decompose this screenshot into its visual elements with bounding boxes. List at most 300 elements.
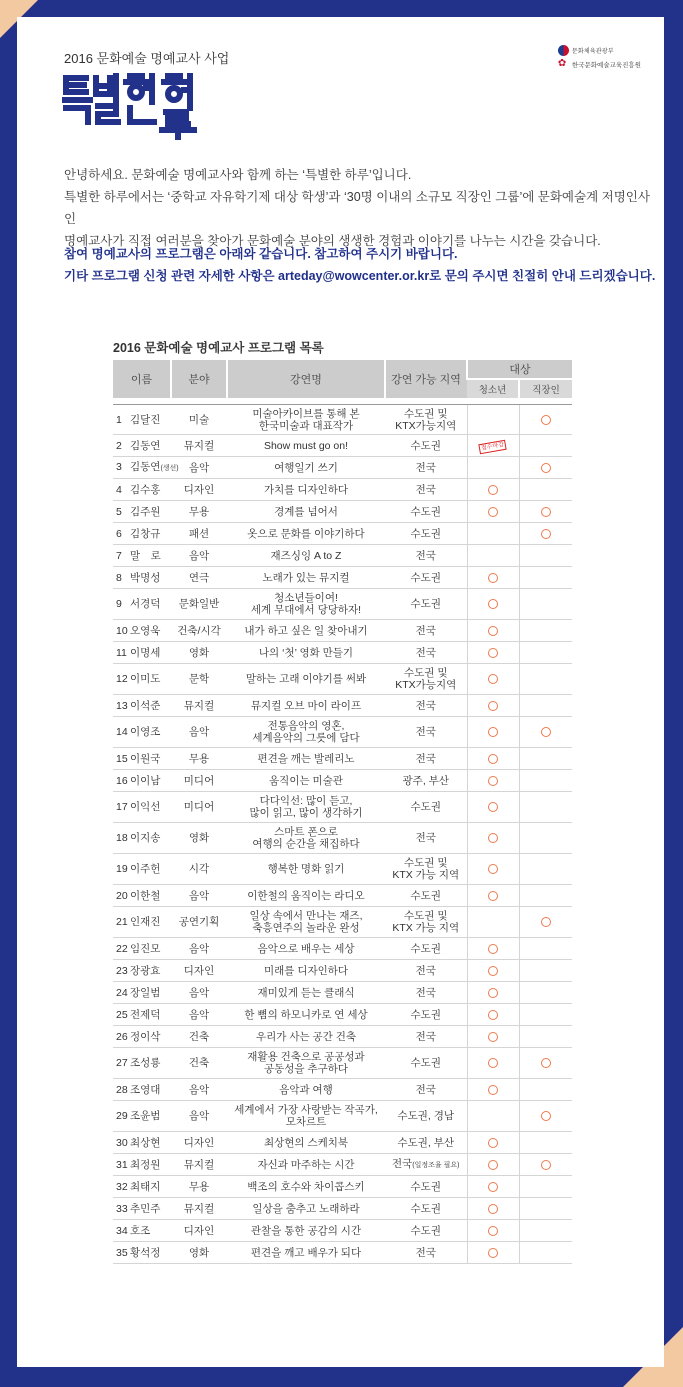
cell-youth [467, 1242, 519, 1264]
table-row [113, 938, 572, 960]
available-mark-icon [488, 626, 498, 636]
cell-name [113, 823, 171, 854]
teacher-name: 김달진 [130, 413, 161, 426]
cell-name [113, 567, 171, 589]
available-mark-icon [488, 599, 498, 609]
region-line [385, 1158, 467, 1172]
header-target: 대상 [467, 360, 572, 379]
cell-youth [467, 620, 519, 642]
lecture-line: 전통음악의 영혼, [267, 720, 345, 732]
table-row [113, 1198, 572, 1220]
cell-youth [467, 545, 519, 567]
teacher-name: 최상현 [130, 1136, 161, 1149]
cell-youth [467, 479, 519, 501]
row-number: 6 [116, 527, 122, 540]
lecture-line: 움직이는 미술관 [269, 774, 343, 787]
arts-agency-logo [558, 57, 641, 71]
table-row [113, 642, 572, 664]
table-row [113, 748, 572, 770]
cell-region [385, 770, 467, 792]
cell-region [385, 1220, 467, 1242]
row-number: 21 [116, 916, 128, 928]
cell-youth [467, 885, 519, 907]
cell-region [385, 854, 467, 885]
cell-name [113, 589, 171, 620]
teacher-name: 김주원 [130, 505, 161, 518]
teacher-name: 이주헌 [130, 863, 161, 875]
header-worker: 직장인 [519, 379, 572, 398]
cell-field: 무용 [171, 501, 227, 523]
cell-worker [519, 1101, 572, 1132]
row-number: 15 [116, 752, 128, 765]
available-mark-icon [541, 529, 551, 539]
available-mark-icon [488, 727, 498, 737]
lecture-line: 청소년들이여! [274, 592, 338, 604]
cell-lecture [227, 664, 385, 695]
region-line [385, 647, 467, 659]
cell-youth [467, 1220, 519, 1242]
cell-field: 음악 [171, 1004, 227, 1026]
cell-field: 영화 [171, 642, 227, 664]
cell-region [385, 1176, 467, 1198]
region-text: 전국 [415, 752, 436, 765]
region-line [385, 700, 467, 712]
table-row [113, 567, 572, 589]
cell-worker [519, 1154, 572, 1176]
region-line [385, 1247, 467, 1259]
row-number: 30 [116, 1136, 128, 1149]
available-mark-icon [488, 485, 498, 495]
cell-name [113, 1048, 171, 1079]
teacher-name: 추민주 [130, 1202, 161, 1215]
region-text: 수도권, 경남 [397, 1110, 455, 1122]
cell-lecture [227, 1176, 385, 1198]
cell-name [113, 1132, 171, 1154]
teacher-name: 장일범 [130, 986, 161, 999]
lecture-line: 옷으로 문화를 이야기하다 [247, 527, 365, 540]
cell-field: 음악 [171, 1101, 227, 1132]
lecture-line: 나의 ‘첫’ 영화 만들기 [258, 646, 354, 659]
region-text: 전국 [415, 726, 436, 738]
lecture-line: 세계 무대에서 당당하자! [250, 604, 362, 616]
table-row [113, 435, 572, 457]
cell-lecture [227, 405, 385, 435]
cell-worker [519, 1220, 572, 1242]
table-title: 2016 문화예술 명예교사 프로그램 목록 [113, 341, 324, 355]
notice-line: 기타 프로그램 신청 관련 자세한 사항은 arteday@wowcenter.or.kr로 문의 주시면 친절히 안내 드리겠습니다. [64, 269, 656, 283]
row-number: 32 [116, 1180, 128, 1193]
cell-region [385, 960, 467, 982]
cell-worker [519, 1176, 572, 1198]
row-number: 34 [116, 1224, 128, 1237]
teacher-name: 이명세 [130, 646, 161, 659]
region-text: 전국 [415, 1030, 436, 1043]
cell-name [113, 854, 171, 885]
available-mark-icon [488, 1010, 498, 1020]
table-row [113, 589, 572, 620]
intro-line: 명예교사가 직접 여러분을 찾아가 문화예술 분야의 생생한 경험과 이야기를 나누는 시간을 갖습니다. [64, 234, 601, 248]
table-row [113, 1101, 572, 1132]
row-number: 25 [116, 1008, 128, 1021]
cell-youth [467, 823, 519, 854]
lecture-line: 스마트 폰으로 [274, 826, 338, 838]
teacher-name: 김동연 [130, 439, 161, 452]
lecture-line: 편견을 깨는 발레리노 [257, 752, 355, 765]
region-line [385, 550, 467, 562]
region-line [385, 667, 467, 679]
region-line [385, 943, 467, 955]
region-line [385, 1137, 467, 1149]
table-row [113, 982, 572, 1004]
region-note: (일정조율 필요) [412, 1161, 460, 1169]
cell-youth [467, 960, 519, 982]
cell-name [113, 1101, 171, 1132]
lecture-line: 재즈싱잉 A to Z [270, 549, 342, 562]
region-line [385, 857, 467, 869]
cell-lecture [227, 1132, 385, 1154]
cell-worker [519, 982, 572, 1004]
row-number: 27 [116, 1057, 128, 1069]
region-text: 전국 [415, 483, 436, 496]
cell-youth [467, 1026, 519, 1048]
region-line [385, 987, 467, 999]
cell-field: 뮤지컬 [171, 1198, 227, 1220]
region-text: 전국 [415, 699, 436, 712]
region-text: 수도권 [410, 942, 441, 955]
teacher-name: 장광효 [130, 964, 161, 977]
cell-region [385, 664, 467, 695]
lecture-line: 우리가 사는 공간 건축 [255, 1030, 357, 1043]
region-line [385, 1203, 467, 1215]
table-row [113, 1079, 572, 1101]
table-row [113, 501, 572, 523]
cell-lecture [227, 1154, 385, 1176]
region-line [385, 506, 467, 518]
cell-name [113, 620, 171, 642]
lecture-line: Show must go on! [263, 439, 349, 452]
table-row [113, 695, 572, 717]
intro-line: 안녕하세요. 문화예술 명예교사와 함께 하는 ‘특별한 하루’입니다. [64, 168, 412, 182]
closed-stamp: 접수마감 [479, 440, 508, 455]
row-number: 29 [116, 1110, 128, 1122]
cell-worker [519, 938, 572, 960]
lecture-line: 축흥연주의 놀라운 완성 [252, 922, 360, 934]
cell-region [385, 1048, 467, 1079]
table-row [113, 545, 572, 567]
region-line [385, 1057, 467, 1069]
cell-name [113, 479, 171, 501]
row-number: 3 [116, 460, 122, 473]
cell-lecture [227, 907, 385, 938]
available-mark-icon [541, 1111, 551, 1121]
lecture-line: 자신과 마주하는 시간 [257, 1158, 355, 1171]
cell-field: 음악 [171, 938, 227, 960]
table-row [113, 885, 572, 907]
region-text: 수도권 [410, 801, 441, 813]
sponsor-logos [558, 43, 641, 71]
region-text: 수도권 및 [404, 667, 448, 679]
lecture-line: 편견을 깨고 배우가 되다 [250, 1246, 362, 1259]
row-number: 19 [116, 863, 128, 875]
region-line [385, 801, 467, 813]
row-number: 26 [116, 1030, 128, 1043]
available-mark-icon [488, 1058, 498, 1068]
available-mark-icon [488, 701, 498, 711]
cell-region [385, 1026, 467, 1048]
region-line [385, 528, 467, 540]
teacher-name: 이원국 [130, 752, 161, 765]
cell-region [385, 642, 467, 664]
lecture-line: 많이 읽고, 많이 생각하기 [249, 807, 363, 819]
cell-youth [467, 770, 519, 792]
cell-lecture [227, 545, 385, 567]
cell-field: 건축/시각 [171, 620, 227, 642]
lecture-line: 내가 하고 싶은 일 찾아내기 [244, 624, 368, 637]
lecture-line: 관찰을 통한 공감의 시간 [250, 1224, 362, 1237]
teacher-name: 조성룡 [130, 1057, 161, 1069]
cell-youth [467, 457, 519, 479]
region-line [385, 572, 467, 584]
cell-field: 뮤지컬 [171, 1154, 227, 1176]
row-number: 4 [116, 483, 122, 496]
region-text: 수도권 [410, 505, 441, 518]
region-text: 수도권 및 [404, 910, 448, 922]
lecture-line: 말하는 고래 이야기를 써봐 [245, 673, 367, 685]
region-text: 전국 [415, 624, 436, 637]
row-number: 7 [116, 549, 122, 562]
row-number: 16 [116, 774, 128, 787]
row-number: 2 [116, 439, 122, 452]
cell-worker [519, 545, 572, 567]
name-note: (생선) [160, 464, 179, 472]
table-row [113, 1048, 572, 1079]
teacher-name: 김창규 [130, 527, 161, 540]
cell-field: 영화 [171, 823, 227, 854]
cell-name [113, 523, 171, 545]
cell-field: 디자인 [171, 479, 227, 501]
cell-field: 음악 [171, 1079, 227, 1101]
row-number: 28 [116, 1083, 128, 1096]
cell-field: 뮤지컬 [171, 695, 227, 717]
cell-youth [467, 748, 519, 770]
available-mark-icon [488, 966, 498, 976]
region-line: KTX가능지역 [395, 419, 457, 432]
cell-lecture [227, 435, 385, 457]
cell-worker [519, 1079, 572, 1101]
teacher-name: 조영대 [130, 1083, 161, 1096]
region-text: 수도권, 부산 [397, 1136, 455, 1149]
lecture-line: 재활용 건축으로 공공성과 [247, 1051, 365, 1063]
available-mark-icon [541, 917, 551, 927]
cell-youth [467, 695, 519, 717]
cell-youth [467, 982, 519, 1004]
lecture-line: 미술아카이브를 통해 본 [252, 407, 360, 420]
teacher-name: 전제덕 [130, 1008, 161, 1021]
cell-field: 무용 [171, 748, 227, 770]
table-row [113, 1154, 572, 1176]
cell-lecture [227, 589, 385, 620]
available-mark-icon [488, 944, 498, 954]
cell-region [385, 938, 467, 960]
lecture-line: 일상 속에서 만나는 재즈, [249, 910, 363, 922]
teacher-name: 조윤범 [130, 1110, 161, 1122]
cell-lecture [227, 960, 385, 982]
table-row [113, 1026, 572, 1048]
teacher-name: 오영욱 [130, 624, 161, 637]
lecture-line: 한 뼘의 하모니카로 연 세상 [244, 1008, 368, 1021]
cell-youth [467, 907, 519, 938]
region-text: 수도권 [410, 1202, 441, 1215]
teacher-name: 이익선 [130, 801, 161, 813]
header-youth: 청소년 [467, 379, 519, 398]
cell-lecture [227, 501, 385, 523]
region-text: 수도권 [410, 1057, 441, 1069]
teacher-name: 서경덕 [130, 598, 161, 610]
lecture-line: 한국미술과 대표작가 [258, 419, 354, 432]
region-text: 전국 [415, 986, 436, 999]
cell-lecture [227, 1004, 385, 1026]
cell-worker [519, 748, 572, 770]
intro-paragraph [64, 164, 654, 252]
cell-name [113, 405, 171, 435]
cell-field: 뮤지컬 [171, 435, 227, 457]
cell-worker [519, 770, 572, 792]
ministry-logo [558, 43, 641, 57]
cell-region [385, 982, 467, 1004]
cell-name [113, 748, 171, 770]
teacher-name: 김동연 [130, 460, 161, 473]
region-text: 수도권 [410, 571, 441, 584]
cell-field: 미디어 [171, 792, 227, 823]
cell-name [113, 1026, 171, 1048]
lecture-line: 여행의 순간을 채집하다 [252, 838, 360, 850]
cell-youth [467, 1154, 519, 1176]
cell-name [113, 1198, 171, 1220]
row-number: 14 [116, 726, 128, 738]
row-number: 23 [116, 964, 128, 977]
cell-field: 문학 [171, 664, 227, 695]
table-row [113, 664, 572, 695]
region-text: 전국 [415, 646, 436, 659]
region-line [385, 1181, 467, 1193]
table-row [113, 1242, 572, 1264]
region-line [385, 753, 467, 765]
lecture-line: 세계에서 가장 사랑받는 작곡가, [234, 1104, 378, 1116]
cell-worker [519, 435, 572, 457]
cell-lecture [227, 748, 385, 770]
cell-youth [467, 405, 519, 435]
lecture-line: 경계를 넘어서 [274, 505, 338, 518]
cell-worker [519, 523, 572, 545]
cell-field: 음악 [171, 545, 227, 567]
row-number: 1 [116, 413, 122, 426]
row-number: 9 [116, 598, 122, 610]
row-number: 13 [116, 699, 128, 712]
cell-name [113, 1154, 171, 1176]
available-mark-icon [488, 1085, 498, 1095]
cell-worker [519, 405, 572, 435]
lecture-line: 모차르트 [285, 1116, 327, 1128]
available-mark-icon [488, 573, 498, 583]
cell-youth [467, 938, 519, 960]
cell-worker [519, 1048, 572, 1079]
region-line [385, 1110, 467, 1122]
government-emblem-icon [558, 45, 569, 56]
cell-field: 디자인 [171, 1132, 227, 1154]
cell-region [385, 1198, 467, 1220]
cell-field: 미술 [171, 405, 227, 435]
cell-worker [519, 1026, 572, 1048]
cell-name [113, 435, 171, 457]
region-line [385, 832, 467, 844]
cell-name [113, 1220, 171, 1242]
teacher-name: 김수홍 [130, 483, 161, 496]
teacher-name: 이한철 [130, 889, 161, 902]
cell-worker [519, 885, 572, 907]
lecture-line: 행복한 명화 읽기 [267, 863, 345, 875]
cell-name [113, 960, 171, 982]
cell-youth [467, 1176, 519, 1198]
table-row [113, 770, 572, 792]
region-text: 수도권 [410, 527, 441, 540]
available-mark-icon [488, 674, 498, 684]
table-row [113, 792, 572, 823]
teacher-name: 임진모 [130, 942, 161, 955]
cell-region [385, 435, 467, 457]
cell-worker [519, 907, 572, 938]
region-line [385, 1031, 467, 1043]
region-line [385, 462, 467, 474]
cell-lecture [227, 457, 385, 479]
cell-field: 음악 [171, 885, 227, 907]
region-text: 전국 [392, 1157, 413, 1170]
cell-name [113, 664, 171, 695]
available-mark-icon [488, 1138, 498, 1148]
region-line [385, 775, 467, 787]
region-text: 전국 [415, 1083, 436, 1096]
available-mark-icon [488, 1248, 498, 1258]
notice-line: 참여 명예교사의 프로그램은 아래와 같습니다. 참고하여 주시기 바랍니다. [64, 247, 458, 261]
row-number: 35 [116, 1246, 128, 1259]
teacher-name: 인재진 [130, 916, 161, 928]
available-mark-icon [488, 833, 498, 843]
available-mark-icon [541, 727, 551, 737]
lecture-line: 세계음악의 그릇에 담다 [252, 732, 360, 744]
cell-youth [467, 1079, 519, 1101]
cell-worker [519, 1242, 572, 1264]
cell-region [385, 885, 467, 907]
lecture-line: 재미있게 듣는 클래식 [257, 986, 355, 999]
teacher-name: 호조 [130, 1224, 151, 1237]
cell-region [385, 501, 467, 523]
region-line [385, 1009, 467, 1021]
cell-youth [467, 501, 519, 523]
row-number: 11 [116, 646, 127, 659]
cell-field: 건축 [171, 1026, 227, 1048]
lecture-line: 노래가 있는 뮤지컬 [262, 571, 350, 584]
table-row [113, 523, 572, 545]
cell-lecture [227, 717, 385, 748]
available-mark-icon [488, 1160, 498, 1170]
table-row [113, 960, 572, 982]
arts-agency-emblem-icon: ✿ [557, 58, 567, 69]
cell-lecture [227, 1026, 385, 1048]
cell-lecture [227, 1242, 385, 1264]
cell-name [113, 938, 171, 960]
cell-lecture [227, 823, 385, 854]
cell-name [113, 717, 171, 748]
table-row [113, 1132, 572, 1154]
